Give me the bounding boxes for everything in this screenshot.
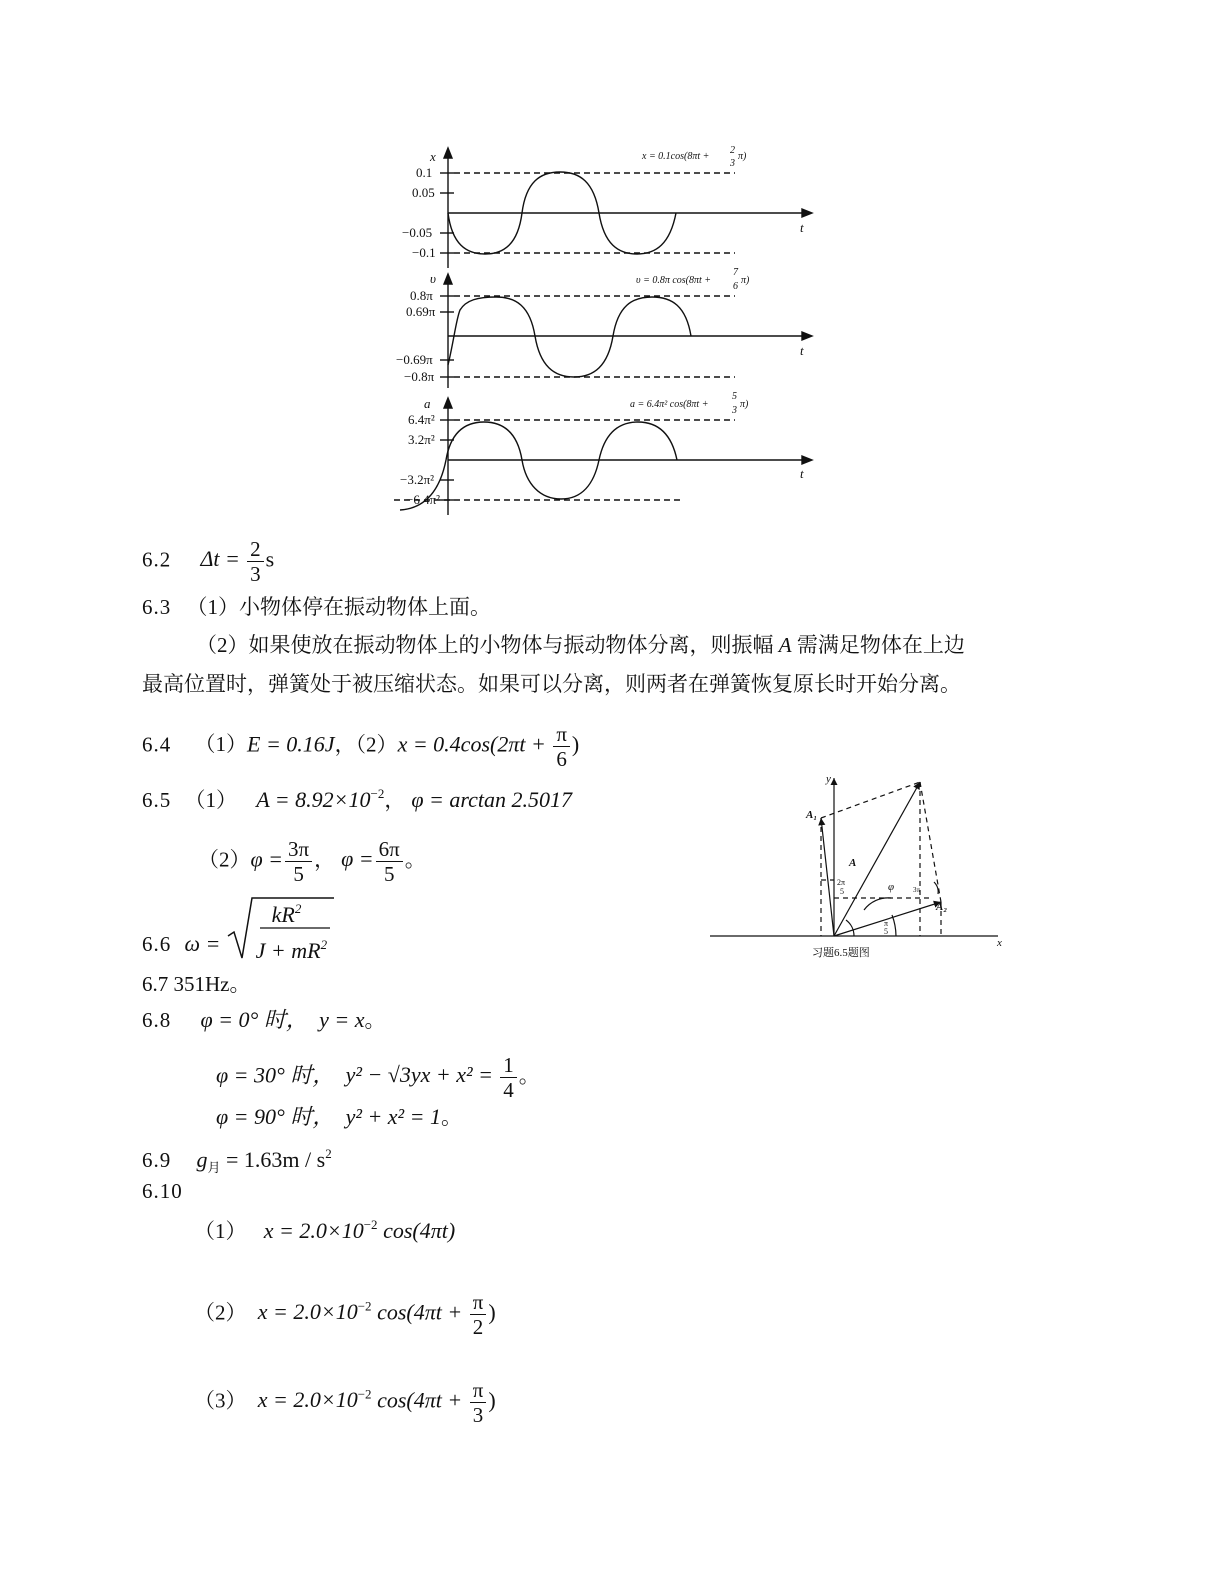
omega: ω =	[184, 930, 221, 956]
problem-number: 6.3	[142, 595, 172, 619]
phase-condition: φ = 0° 时，	[200, 1007, 308, 1032]
t-label-3: t	[800, 466, 804, 481]
answer-6-8-line-3	[216, 1104, 462, 1130]
a-tick-2: 3.2π²	[408, 432, 435, 447]
a-eq-num: 5	[732, 391, 737, 402]
text: 6.7 351Hz。	[142, 972, 251, 996]
sqrt-top: $kR^2$	[271, 901, 302, 927]
problem-number: 6.9	[142, 1148, 172, 1172]
part-label: （2）	[194, 1300, 247, 1325]
problem-number: 6.8	[142, 1008, 172, 1032]
angle-3pi-label: 3π	[913, 886, 921, 894]
answer-6-8-line-1	[142, 1007, 385, 1033]
v-tick-2: 0.69π	[406, 304, 436, 319]
phi-label: φ	[888, 881, 895, 893]
problem-number: 6.10	[142, 1179, 183, 1203]
paren: )	[571, 731, 580, 757]
phase-condition: φ = 90° 时，	[216, 1104, 335, 1129]
x-tick-2: 0.05	[412, 185, 435, 200]
x-eq-end: π)	[738, 151, 747, 162]
g-symbol: g	[196, 1147, 208, 1172]
a2-label: A₂	[936, 901, 948, 913]
v-eq-num: 7	[733, 267, 738, 278]
v-axis-label: υ	[430, 271, 436, 286]
answer-6-8-line-2	[216, 1053, 540, 1102]
answer-6-5-line-1	[142, 781, 572, 813]
x-eq-den: 3	[730, 158, 735, 169]
a-eq-end: π)	[740, 399, 749, 410]
fraction: $\frac{\pi}{6}$	[553, 722, 570, 771]
sqrt-expression	[226, 901, 336, 978]
phase-condition: φ = 30° 时，	[216, 1062, 335, 1088]
sep: ，	[314, 847, 336, 872]
part-label: （1）	[184, 788, 237, 812]
angle-pi5-num: π	[884, 919, 889, 928]
text: 最高位置时，弹簧处于被压缩状态。如果可以分离，则两者在弹簧恢复原长时开始分离。	[142, 672, 961, 696]
problem-number: 6.5	[142, 788, 172, 812]
part-label: （1）	[194, 1219, 247, 1243]
t-label-1: t	[800, 220, 804, 235]
var: A	[778, 633, 792, 657]
equation: x = 2.0×10	[263, 1218, 364, 1243]
subscript: 月	[207, 1160, 221, 1176]
equation: x = 2.0×10	[257, 1299, 358, 1325]
answer-6-9	[142, 1141, 332, 1181]
sqrt-bottom: $J + mR^2$	[255, 937, 328, 963]
fraction: $\frac{3\pi}{5}$	[285, 837, 312, 886]
answer-6-3-line-1	[142, 594, 491, 620]
sep: ，（2）	[334, 732, 398, 757]
a-tick-1: 6.4π²	[408, 412, 435, 427]
answer-6-10-part-3	[194, 1378, 496, 1427]
answer-6-6	[142, 901, 336, 978]
equation: x = 0.4cos(2πt +	[397, 731, 552, 757]
equation-tail: cos(4πt +	[371, 1299, 468, 1325]
v-equation: υ = 0.8π cos(8πt +	[636, 275, 712, 286]
v-tick-1: 0.8π	[410, 288, 433, 303]
x-tick-3: −0.05	[402, 225, 433, 240]
exponent: 2	[325, 1146, 332, 1161]
answer-6-10-part-2	[194, 1290, 496, 1339]
x-axis-label: x	[430, 149, 436, 164]
answer-6-7	[142, 971, 251, 997]
v-tick-3: −0.69π	[396, 352, 433, 367]
phasor-diagram	[706, 770, 1006, 962]
a-eq-den: 3	[732, 405, 737, 416]
value: = 1.63m / s	[220, 1147, 326, 1172]
equation-tail: cos(4πt +	[371, 1387, 468, 1413]
problem-number: 6.6	[142, 931, 172, 956]
equation-tail: cos(4πt)	[377, 1218, 456, 1243]
a-tick-4: −6.4π²	[406, 492, 441, 507]
unit: s	[265, 546, 275, 572]
text: （1）小物体停在振动物体上面。	[186, 595, 491, 619]
paren: )	[488, 1387, 496, 1413]
angle-2pi5-den: 5	[840, 887, 844, 896]
phase: φ =	[341, 846, 374, 872]
part-label: （1）	[194, 732, 247, 757]
part-label: （3）	[194, 1388, 247, 1413]
a-tick-3: −3.2π²	[400, 472, 435, 487]
equation: y² − √3yx + x² =	[345, 1062, 493, 1088]
text: （2）如果使放在振动物体上的小物体与振动物体分离，则振幅	[196, 633, 779, 657]
math-lhs: Δt =	[200, 546, 240, 572]
oscillation-graphs	[380, 140, 820, 520]
a1-label: A₁	[806, 809, 818, 821]
exponent: −2	[363, 1217, 378, 1232]
x-tick-4: −0.1	[412, 245, 436, 260]
answer-6-10	[142, 1178, 183, 1204]
a-axis-label: a	[424, 396, 431, 411]
fraction: $\frac{6\pi}{5}$	[376, 837, 403, 886]
phase: φ = arctan 2.5017	[411, 787, 572, 812]
exponent: −2	[357, 1386, 372, 1402]
problem-number: 6.2	[142, 547, 172, 572]
fraction: $\frac{\pi}{2}$	[470, 1290, 487, 1339]
exponent: −2	[370, 786, 385, 801]
energy: E = 0.16J	[247, 731, 335, 757]
phase: φ =	[250, 846, 284, 872]
text: 需满足物体在上边	[791, 633, 965, 657]
equation: y = x	[319, 1007, 365, 1032]
a-equation: a = 6.4π² cos(8πt +	[630, 399, 709, 410]
v-tick-4: −0.8π	[404, 369, 435, 384]
exponent: −2	[357, 1298, 372, 1314]
fraction: $\frac{\pi}{3}$	[470, 1378, 487, 1427]
answer-6-3-line-2	[196, 632, 965, 658]
sep: ，	[384, 788, 406, 812]
angle-pi5-den: 5	[884, 927, 888, 936]
part-label: （2）	[198, 847, 251, 872]
v-eq-end: π)	[741, 275, 750, 286]
answer-6-4	[142, 722, 579, 771]
x-eq-num: 2	[730, 145, 735, 156]
a-label: A	[849, 857, 857, 869]
angle-2pi5-num: 2π	[837, 878, 846, 887]
y-axis-label: y	[826, 773, 831, 785]
fraction: $\frac{2}{3}$	[247, 537, 264, 586]
period: 。	[518, 1063, 540, 1088]
period: 。	[364, 1008, 386, 1032]
answer-6-2	[142, 537, 274, 586]
t-label-2: t	[800, 343, 804, 358]
period: 。	[404, 847, 426, 872]
amplitude: A = 8.92×10	[256, 787, 371, 812]
period: 。	[441, 1105, 462, 1129]
answer-6-3-line-3	[142, 671, 961, 697]
fraction: $\frac{1}{4}$	[500, 1053, 517, 1102]
v-eq-den: 6	[733, 281, 738, 292]
paren: )	[488, 1299, 496, 1325]
x-equation: x = 0.1cos(8πt +	[642, 151, 710, 162]
x-tick-1: 0.1	[416, 165, 433, 180]
answer-6-5-line-2	[198, 837, 426, 886]
x-axis-label: x	[997, 937, 1002, 949]
equation: y² + x² = 1	[345, 1104, 441, 1129]
figure-caption: 习题6.5题图	[812, 947, 870, 959]
equation: x = 2.0×10	[257, 1387, 358, 1413]
problem-number: 6.4	[142, 732, 172, 757]
answer-6-10-part-1	[194, 1212, 455, 1244]
